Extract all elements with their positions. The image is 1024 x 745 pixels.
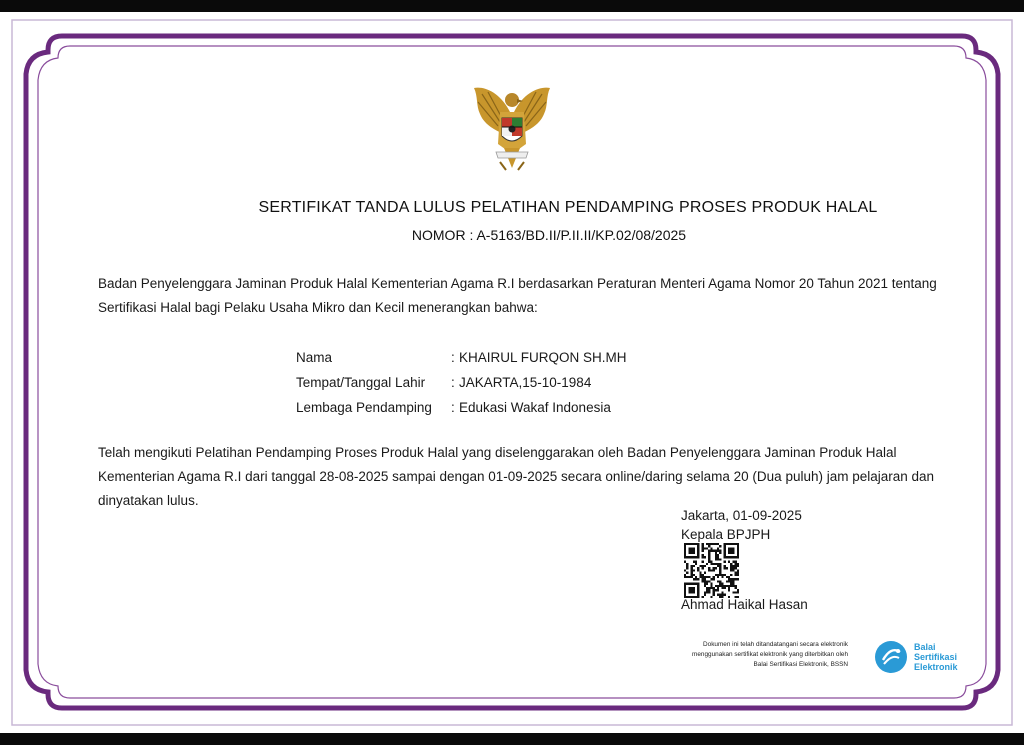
garuda-emblem-icon xyxy=(470,82,554,176)
bsre-line: Sertifikasi xyxy=(914,652,958,662)
detail-value: KHAIRUL FURQON SH.MH xyxy=(459,350,627,365)
detail-label: Lembaga Pendamping xyxy=(296,400,432,415)
bottom-black-bar xyxy=(0,733,1024,745)
detail-value: Edukasi Wakaf Indonesia xyxy=(459,400,611,415)
detail-value: JAKARTA,15-10-1984 xyxy=(459,375,592,390)
signature-block xyxy=(681,506,802,544)
detail-separator: : xyxy=(451,350,455,365)
detail-separator: : xyxy=(451,375,455,390)
detail-label: Tempat/Tanggal Lahir xyxy=(296,375,426,390)
signer-name: Ahmad Haikal Hasan xyxy=(681,597,808,612)
detail-label: Nama xyxy=(296,350,333,365)
bsre-logo-text xyxy=(914,642,958,672)
bsre-line: Elektronik xyxy=(914,662,958,672)
note-line: menggunakan sertifikat elektronik yang diterbitkan oleh xyxy=(692,651,848,658)
top-black-bar xyxy=(0,0,1024,12)
bsre-line: Balai xyxy=(914,642,936,652)
signature-position: Kepala BPJPH xyxy=(681,527,771,542)
note-line: Balai Sertifikasi Elektronik, BSSN xyxy=(753,661,848,668)
qr-code-icon[interactable] xyxy=(684,543,739,598)
e-signature-note xyxy=(628,640,848,670)
signature-place-date: Jakarta, 01-09-2025 xyxy=(681,508,802,523)
bsre-logo-icon xyxy=(874,640,908,674)
statement-paragraph: Telah mengikuti Pelatihan Pendamping Proses Produk Halal yang diselenggarakan oleh Badan Penyelenggara Jaminan Produk Halal Kementerian Agama R.I dari tanggal 28-08-2025 sampai dengan 01-09-2025 secara online/daring selama 20 (Dua puluh) jam pelajaran dan dinyatakan lulus. xyxy=(98,445,935,508)
note-line: Dokumen ini telah ditandatangani secara elektronik xyxy=(703,641,848,648)
detail-separator: : xyxy=(451,400,455,415)
certificate-number: NOMOR : A-5163/BD.II/P.II.II/KP.02/08/2025 xyxy=(411,227,687,243)
intro-paragraph: Badan Penyelenggara Jaminan Produk Halal Kementerian Agama R.I berdasarkan Peraturan Menteri Agama Nomor 20 Tahun 2021 tentang Sertifikasi Halal bagi Pelaku Usaha Mikro dan Kecil menerangkan bahwa: xyxy=(98,276,937,315)
certificate-title: SERTIFIKAT TANDA LULUS PELATIHAN PENDAMPING PROSES PRODUK HALAL xyxy=(258,199,878,216)
